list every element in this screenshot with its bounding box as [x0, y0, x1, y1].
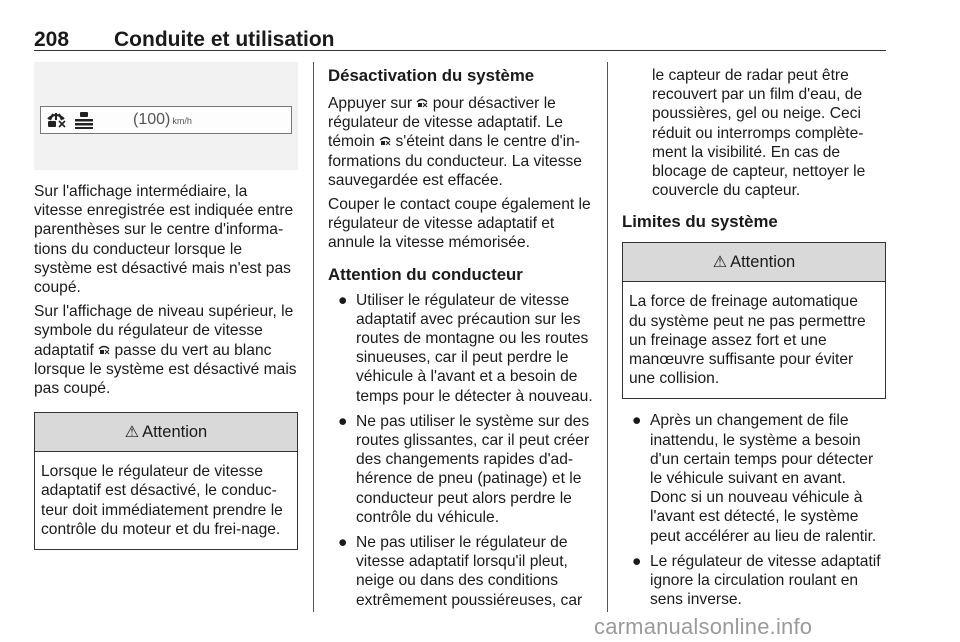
column-right — [622, 66, 886, 615]
bullet-icon: ● — [338, 412, 348, 430]
text-segment: passe du vert au blanc lorsque le système est désactivé mais pas coupé. — [34, 341, 297, 398]
sub-heading: Limites du système — [622, 212, 778, 232]
speed-unit: km/h — [172, 116, 192, 126]
attention-box — [34, 412, 298, 550]
paragraph-continued: le capteur de radar peut être recouvert par un film d'eau, de poussières, gel ou neige. Ceci réduit ou interromps complète-ment la visibilité. En cas de blocage de capteur, nettoyer le couvercle du capteur. — [652, 67, 866, 200]
text-segment: Sur l'affichage de niveau supérieur, le symbole du régulateur de vitesse adaptatif — [34, 303, 294, 359]
page-number: 208 — [34, 28, 70, 51]
display-bar — [40, 106, 292, 134]
watermark: carmanualsonline.info — [594, 614, 813, 639]
paragraph — [34, 302, 298, 398]
header-rule — [34, 50, 886, 51]
column-divider-2 — [607, 62, 608, 612]
adaptive-cruise-icon — [416, 97, 428, 109]
speed-value: (100) — [133, 111, 171, 128]
text-segment: pour désactiver le régulateur de vitesse adaptatif. Le témoin — [328, 95, 563, 151]
attention-header — [623, 243, 885, 282]
list-item-text: Après un changement de file inattendu, le système a besoin d'un certain temps pour détecter le véhicule suivant en avant. Donc si un nouveau véhicule à l'avant est détecté, le système peut accélérer au lieu de ralentir. — [650, 412, 877, 545]
page-header — [34, 28, 886, 52]
attention-title: Attention — [142, 422, 208, 441]
lane-distance-icon — [73, 110, 95, 130]
column-left — [34, 182, 298, 550]
list-item-text: Ne pas utiliser le régulateur de vitesse adaptatif lorsqu'il pleut, neige ou dans des conditions extrêmement poussiéreuses, car — [356, 534, 583, 609]
paragraph: Couper le contact coupe également le régulateur de vitesse adaptatif et annule la vitesse mémorisée. — [328, 196, 591, 252]
adaptive-cruise-icon — [45, 110, 67, 130]
attention-header — [35, 413, 297, 452]
attention-title: Attention — [730, 252, 796, 271]
bullet-list — [328, 291, 594, 610]
bullet-icon: ● — [338, 534, 348, 552]
list-item-text: Ne pas utiliser le système sur des routes glissantes, car il peut créer des changements rapides d'ad-hérence de pneu (patinage) et le conducteur peut alors perdre le contrôle du véhicule. — [356, 412, 590, 526]
list-item-text: Le régulateur de vitesse adaptatif ignore la circulation roulant en sens inverse. — [650, 552, 881, 609]
column-divider-1 — [313, 62, 314, 612]
list-item — [622, 411, 886, 545]
section-heading: Désactivation du système — [328, 66, 535, 85]
bullet-list — [622, 411, 886, 609]
bullet-icon: ● — [632, 552, 642, 570]
bullet-icon: ● — [632, 412, 642, 430]
paragraph — [328, 94, 594, 190]
list-item — [328, 412, 594, 527]
sub-heading: Attention du conducteur — [328, 264, 523, 284]
text-segment: Appuyer sur — [328, 95, 417, 112]
paragraph: Sur l'affichage intermédiaire, la vitesse enregistrée est indiquée entre parenthèses sur le centre d'informa-tions du conducteur lorsque le système est désactivé mais n'est pas coupé. — [34, 183, 294, 297]
warning-icon: ⚠ — [712, 253, 728, 271]
chapter-title: Conduite et utilisation — [114, 28, 335, 51]
warning-icon: ⚠ — [124, 423, 140, 441]
text-segment: s'éteint dans le centre d'in-formations du conducteur. La vitesse sauvegardée est effacée. — [328, 133, 582, 189]
bullet-icon: ● — [338, 291, 348, 309]
adaptive-cruise-icon — [98, 344, 110, 356]
adaptive-cruise-icon — [379, 135, 391, 147]
list-item-text: Utiliser le régulateur de vitesse adaptatif avec précaution sur les routes de montagne ou les routes sinueuses, car il peut perdre le véhicule à l'avant et a besoin de temps pour le détecter à nouveau. — [356, 291, 593, 405]
stored-speed — [133, 111, 192, 129]
list-item — [622, 552, 886, 610]
attention-box — [622, 242, 886, 399]
attention-body: Lorsque le régulateur de vitesse adaptatif est désactivé, le conduc-teur doit immédiatement prendre le contrôle du moteur et du frei-nage. — [41, 463, 283, 538]
list-item — [328, 291, 594, 406]
cluster-display-figure — [34, 62, 298, 170]
list-item — [328, 533, 594, 610]
column-middle — [328, 66, 594, 616]
attention-body: La force de freinage automatique du système peut ne pas permettre un freinage assez fort et une manœuvre suffisante pour éviter une collision. — [629, 293, 866, 388]
